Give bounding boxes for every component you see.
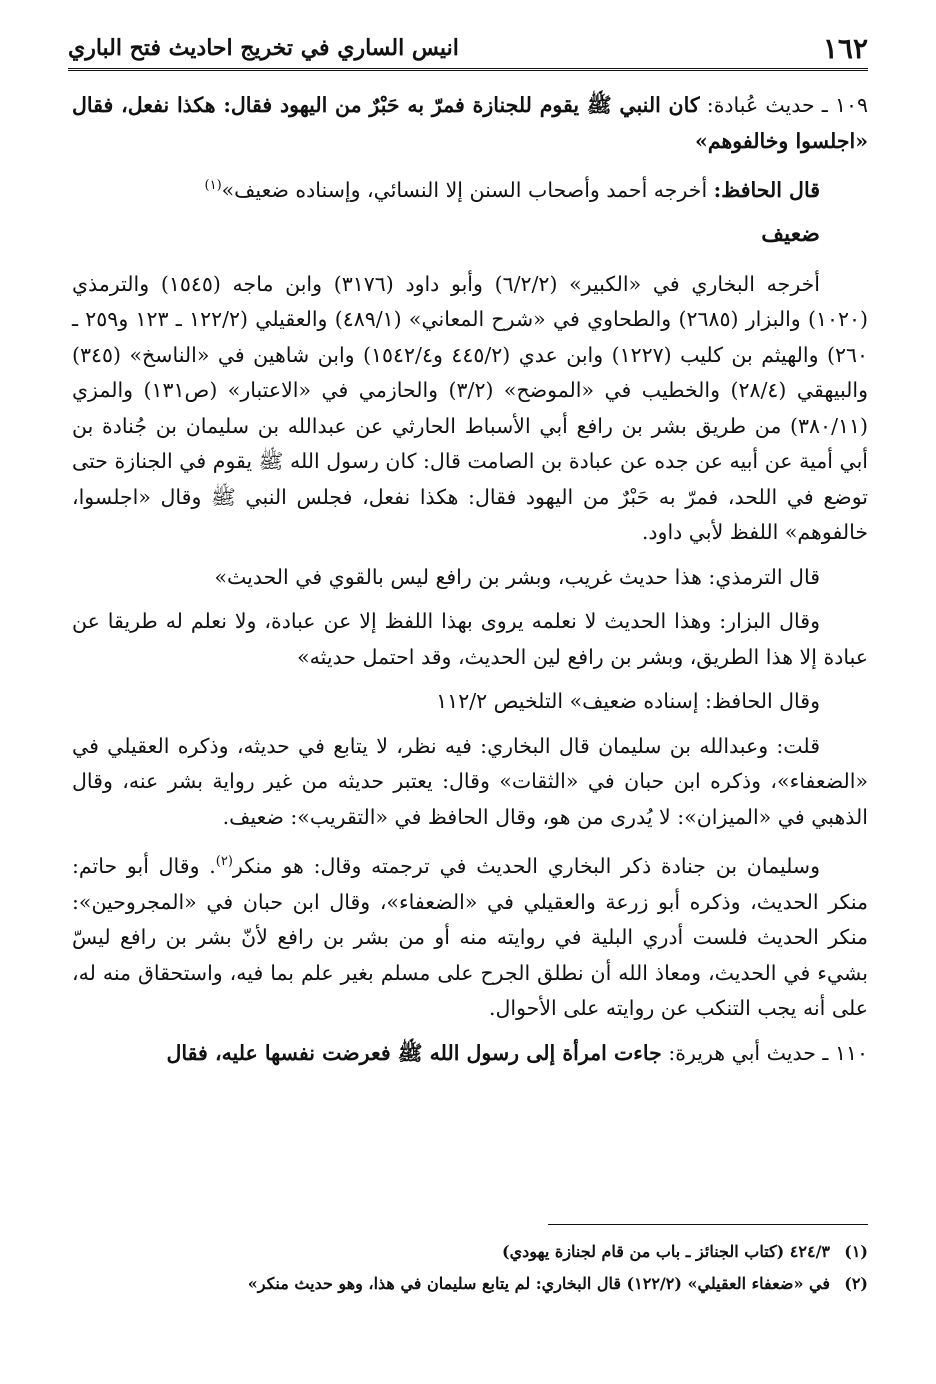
- hafiz-label: قال الحافظ:: [713, 177, 820, 202]
- footnotes: [72, 1236, 868, 1300]
- footnote-ref-1: (١): [204, 178, 222, 193]
- footnote-ref-2: (٢): [215, 854, 233, 870]
- footnote-1: [72, 1236, 868, 1268]
- main-text: [72, 88, 868, 1080]
- sulayman-text-b: . وقال أبو حاتم: منكر الحديث، وذكره أبو زرعة والعقيلي في «الضعفاء»، وقال ابن حبان في «المجروحين»: منكر الحديث فلست أدري البلية في روايته منه أو من بشر بن رافع لأنّ بشر بن رافع ليسّ بشيء في الحديث، ومعاذ الله أن نطلق الجرح على مسلم بغير علم بما فيه، واستحقاق منه له، على أنه يجب التنكب عن روايته على الأحوال.: [72, 854, 868, 1021]
- hafiz-statement: [72, 168, 868, 208]
- page-header: [68, 28, 868, 71]
- footnote-1-number: (١): [844, 1242, 868, 1261]
- takhrij-paragraph: أخرجه البخاري في «الكبير» (٦/٢/٢) وأبو داود (٣١٧٦) وابن ماجه (١٥٤٥) والترمذي (١٠٢٠) والبزار (٢٦٨٥) والطحاوي في «شرح المعاني» (٤٨٩/١) والعقيلي (١٢٢/٢ ـ ١٢٣ و٢٥٩ ـ ٢٦٠) والهيثم بن كليب (١٢٢٧) وابن عدي (٤٤٥/٢ و١٥٤٢/٤) وابن شاهين في «الناسخ» (٣٤٥) والبيهقي (٢٨/٤) والخطيب في «الموضح» (٣/٢) والحازمي في «الاعتبار» (ص١٣١) والمزي (٣٨٠/١١) من طريق بشر بن رافع أبي الأسباط الحارثي عن عبدالله بن سليمان بن جُنادة بن أبي أمية عن أبيه عن جده عن عبادة بن الصامت قال: كان رسول الله ﷺ يقوم في الجنازة حتى توضع في اللحد، فمرّ به حَبْرٌ من اليهود فقال: هكذا نفعل، فجلس النبي ﷺ وقال «اجلسوا، خالفوهم» اللفظ لأبي داود.: [72, 271, 868, 545]
- tirmidhi-paragraph: قال الترمذي: هذا حديث غريب، وبشر بن رافع ليس بالقوي في الحديث»: [214, 564, 820, 589]
- hafiz-talkhis-paragraph: وقال الحافظ: إسناده ضعيف» التلخيص ١١٢/٢: [436, 689, 820, 714]
- sulayman-paragraph: [72, 844, 868, 1026]
- hadith-109-text: كان النبي ﷺ يقوم للجنازة فمرّ به حَبْرٌ من اليهود فقال: هكذا نفعل، فقال «اجلسوا وخالفوهم»: [72, 93, 868, 153]
- footnote-2-number: (٢): [844, 1274, 868, 1293]
- footnote-2: [72, 1268, 868, 1300]
- hadith-109-paragraph: [72, 88, 868, 159]
- hafiz-text: أخرجه أحمد وأصحاب السنن إلا النسائي، وإسناده ضعيف»: [221, 177, 714, 202]
- sulayman-text-a: وسليمان بن جنادة ذكر البخاري الحديث في ترجمته وقال: هو منكر: [232, 854, 820, 879]
- qultu-paragraph: قلت: وعبدالله بن سليمان قال البخاري: فيه نظر، لا يتابع في حديثه، وذكره العقيلي في «الضعفاء»، وذكره ابن حبان في «الثقات» وقال: يعتبر حديثه من غير رواية بشر عنه، وقال الذهبي في «الميزان»: لا يُدرى من هو، وقال الحافظ في «التقريب»: ضعيف.: [72, 733, 868, 829]
- footnote-divider: [548, 1224, 868, 1225]
- hadith-110-number: ١١٠ ـ حديث أبي هريرة:: [661, 1040, 868, 1065]
- page-number: ١٦٢: [822, 31, 868, 65]
- footnote-1-text: ٤٢٤/٣ (كتاب الجنائز ـ باب من قام لجنازة يهودي): [502, 1242, 830, 1261]
- verdict-heading: ضعيف: [761, 221, 820, 248]
- running-title: انيس الساري في تخريج احاديث فتح الباري: [68, 35, 459, 61]
- hadith-109-number: ١٠٩ ـ حديث عُبادة:: [699, 93, 869, 117]
- hadith-110-paragraph: [72, 1036, 868, 1072]
- footnote-2-text: في «ضعفاء العقيلي» (١٢٢/٢) قال البخاري: لم يتابع سليمان في هذا، وهو حديث منكر»: [247, 1274, 830, 1293]
- bazzar-paragraph: وقال البزار: وهذا الحديث لا نعلمه يروى بهذا اللفظ إلا عن عبادة، ولا نعلم له طريقا عن عبادة إلا هذا الطريق، وبشر بن رافع لين الحديث، وقد احتمل حديثه»: [72, 609, 868, 669]
- hadith-110-text: جاءت امرأة إلى رسول الله ﷺ فعرضت نفسها عليه، فقال: [166, 1040, 662, 1065]
